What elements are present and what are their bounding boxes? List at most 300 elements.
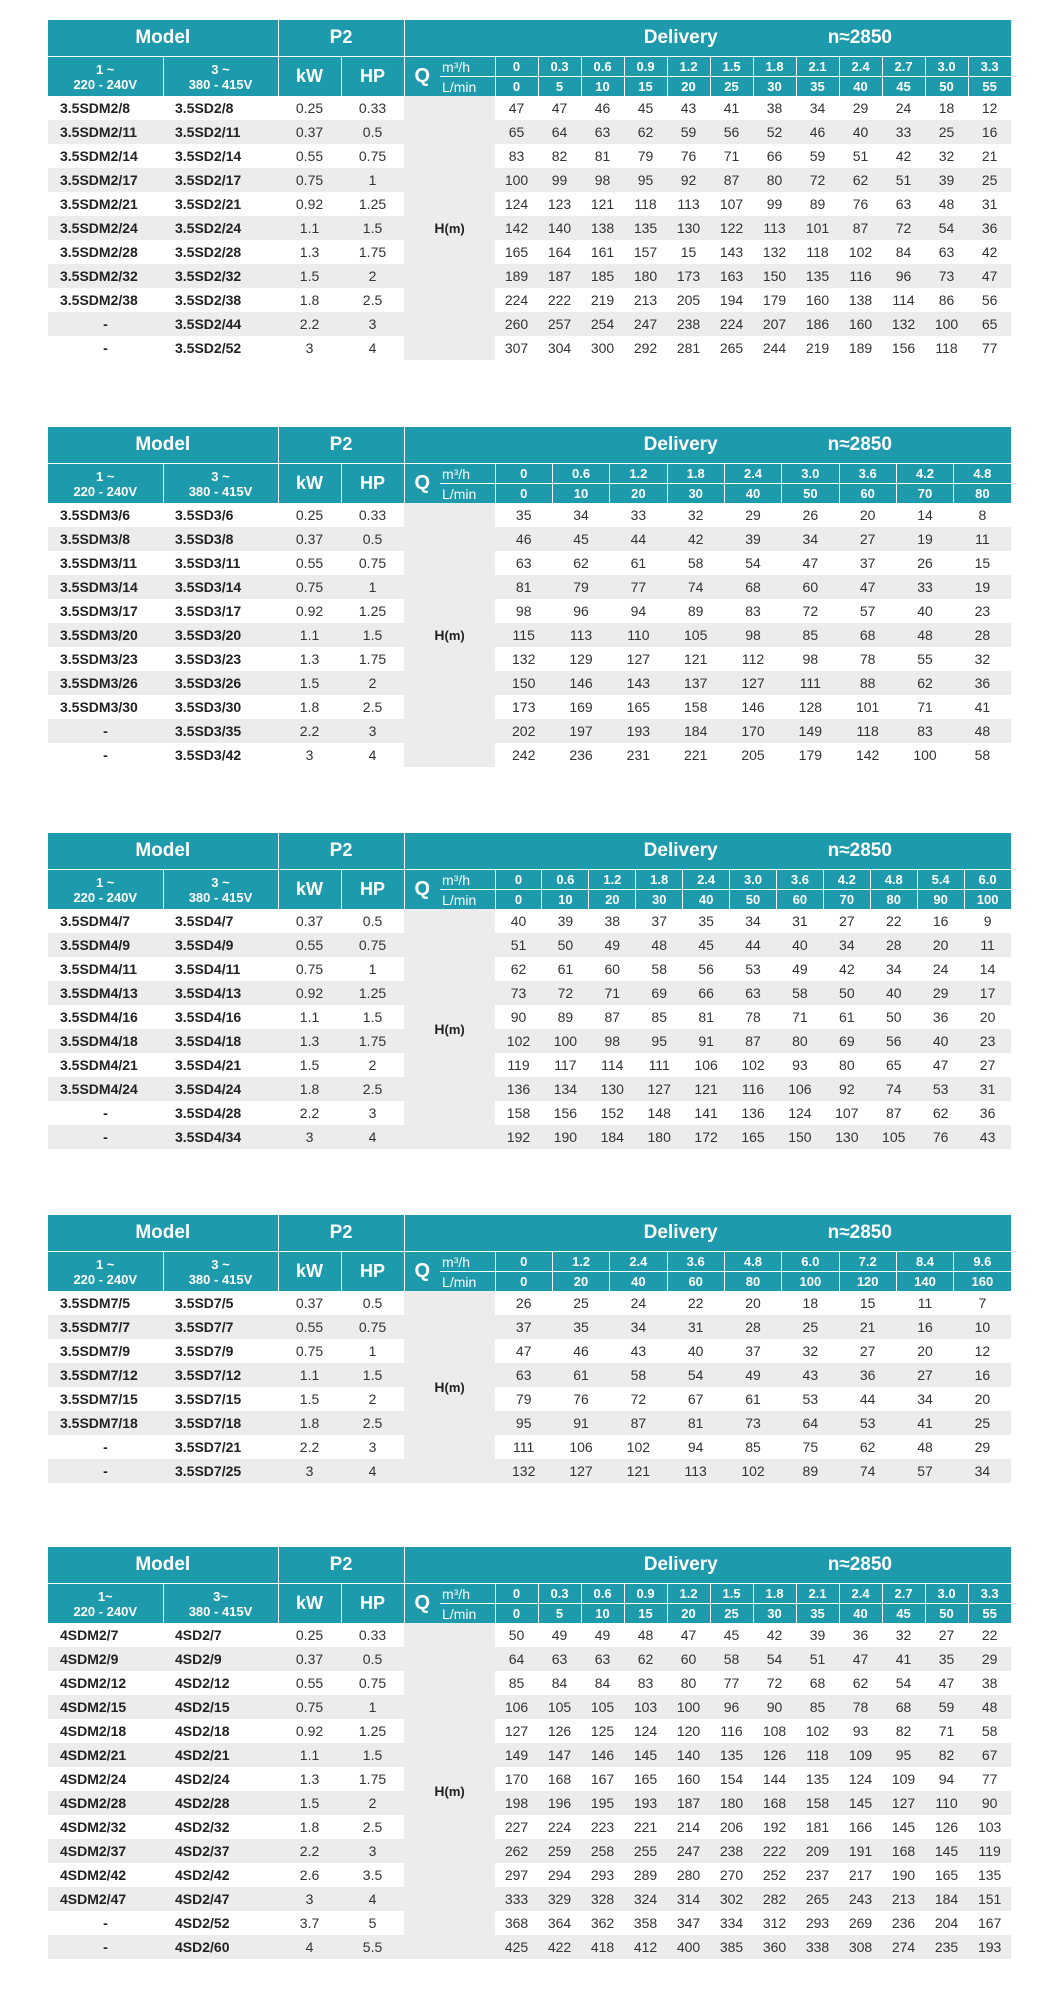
flow-lmin-value: 15 [624, 77, 667, 97]
head-value: 102 [626, 1439, 651, 1455]
head-value: 47 [680, 1627, 697, 1643]
flow-m3h-value: 0.9 [624, 57, 667, 77]
head-value: 79 [552, 575, 609, 599]
head-value: 89 [557, 1009, 574, 1025]
head-value: 87 [610, 1411, 667, 1435]
head-value: 224 [547, 1819, 572, 1835]
head-value: 135 [624, 216, 667, 240]
lmin-unit-header [440, 77, 495, 97]
head-value: 33 [882, 120, 925, 144]
single-phase-model: 3.5SDM3/14 [48, 575, 163, 599]
single-phase-model: 4SDM2/24 [60, 1771, 127, 1787]
power-hp: 3.5 [362, 1867, 383, 1883]
power-kw: 3.7 [299, 1915, 320, 1931]
power-hp: 1 [341, 575, 404, 599]
single-phase-model: 4SDM2/12 [60, 1675, 127, 1691]
head-value: 167 [977, 1915, 1002, 1931]
head-value: 48 [968, 1695, 1011, 1719]
head-value: 118 [935, 340, 958, 356]
head-value: 312 [762, 1915, 787, 1931]
head-value: 11 [964, 933, 1011, 957]
head-value: 85 [508, 1675, 525, 1691]
head-value: 265 [719, 340, 744, 356]
p2-header-label: P [329, 434, 343, 455]
head-value: 43 [680, 100, 697, 116]
head-value: 48 [637, 1627, 654, 1643]
head-value: 172 [683, 1125, 730, 1149]
head-value: 150 [495, 671, 552, 695]
head-value: 160 [805, 292, 830, 308]
header-row-flow-m3h [48, 464, 1011, 484]
table-row [48, 1623, 1011, 1647]
power-hp: 1.25 [341, 981, 404, 1005]
head-value: 106 [569, 1439, 593, 1455]
flow-m3h-value: 1.8 [667, 464, 724, 484]
head-value: 37 [495, 1315, 552, 1339]
head-value: 158 [506, 1105, 531, 1121]
head-value: 16 [932, 913, 949, 929]
head-value: 121 [610, 1459, 667, 1483]
head-value: 59 [809, 148, 826, 164]
head-value: 111 [648, 1057, 670, 1073]
flow-m3h-value: 0.6 [581, 57, 624, 77]
flow-m3h-value: 2.4 [724, 464, 781, 484]
flow-m3h-value: 2.4 [839, 57, 882, 77]
head-value: 302 [710, 1887, 753, 1911]
head-value: 85 [745, 1439, 761, 1455]
power-kw: 1.3 [299, 1771, 320, 1787]
head-value: 21 [839, 1315, 896, 1339]
head-value: 184 [667, 719, 724, 743]
head-value: 166 [848, 1819, 873, 1835]
head-value: 34 [885, 961, 902, 977]
head-value: 15 [974, 555, 991, 571]
head-value: 78 [859, 651, 876, 667]
head-value: 48 [954, 719, 1011, 743]
p2-header-label: P [329, 1222, 343, 1243]
flow-lmin-value: 60 [776, 890, 823, 910]
p2-header-label: P [329, 840, 343, 861]
head-value: 71 [938, 1723, 955, 1739]
head-value: 247 [667, 1839, 710, 1863]
head-value: 124 [504, 196, 529, 212]
three-phase-model: 3.5SD3/23 [175, 651, 242, 667]
head-value: 95 [495, 1411, 552, 1435]
flow-lmin-value: 100 [964, 890, 1011, 910]
head-value: 138 [581, 216, 624, 240]
head-value: 300 [590, 340, 615, 356]
single-phase-model: 3.5SDM2/28 [60, 244, 138, 260]
power-kw: 0.55 [295, 148, 324, 164]
flow-m3h-value: 3.3 [968, 1584, 1011, 1604]
flow-lmin-value: 160 [954, 1272, 1011, 1292]
q-symbol-label: Q [414, 472, 431, 494]
head-value: 49 [589, 933, 636, 957]
delivery-header-label: Delivery [643, 1554, 718, 1575]
head-value: 109 [891, 1771, 916, 1787]
head-value: 193 [610, 719, 667, 743]
head-value: 47 [515, 1343, 532, 1359]
head-value: 87 [710, 168, 753, 192]
head-value: 88 [839, 671, 896, 695]
head-value: 192 [495, 1125, 542, 1149]
table-row [48, 1339, 1011, 1363]
p2-header-subscript: 2 [342, 27, 353, 47]
head-value: 314 [667, 1887, 710, 1911]
head-value: 47 [968, 264, 1011, 288]
head-value: 308 [839, 1935, 882, 1959]
head-value: 184 [589, 1125, 636, 1149]
table-row [48, 743, 1011, 767]
table-row [48, 551, 1011, 575]
flow-lmin-value: 0 [495, 484, 552, 504]
hp-header [341, 870, 404, 910]
power-kw: 0.37 [295, 913, 324, 929]
hp-header-label: HP [360, 1261, 386, 1281]
single-phase-model: 3.5SDM2/38 [60, 292, 138, 308]
head-value: 67 [687, 1391, 704, 1407]
head-value: 54 [895, 1675, 912, 1691]
head-value: 235 [925, 1935, 968, 1959]
head-value: 165 [934, 1867, 959, 1883]
flow-m3h-value: 0.3 [538, 1584, 581, 1604]
head-value: 49 [792, 961, 808, 977]
head-value: 145 [925, 1839, 968, 1863]
head-value: 173 [512, 699, 536, 715]
head-value: 20 [979, 1009, 996, 1025]
head-unit-label: (m) [444, 221, 465, 236]
head-value: 35 [925, 1647, 968, 1671]
head-value: 338 [796, 1935, 839, 1959]
flow-m3h-value: 0.9 [624, 1584, 667, 1604]
head-label: H [434, 1783, 445, 1799]
head-value: 140 [667, 1743, 710, 1767]
head-value: 102 [805, 1723, 830, 1739]
head-value: 58 [610, 1363, 667, 1387]
speed-label: n≈2850 [827, 434, 892, 455]
three-phase-model: 3.5SD7/15 [175, 1391, 242, 1407]
q-symbol-label: Q [414, 65, 431, 87]
head-value: 51 [852, 148, 869, 164]
power-hp: 4 [341, 1459, 404, 1483]
head-value: 50 [823, 981, 870, 1005]
head-value: 60 [782, 575, 839, 599]
head-value: 17 [964, 981, 1011, 1005]
head-value: 16 [968, 120, 1011, 144]
head-value: 262 [495, 1839, 538, 1863]
head-value: 187 [667, 1791, 710, 1815]
flow-m3h-value: 3.0 [730, 870, 777, 890]
head-value: 96 [710, 1695, 753, 1719]
head-value: 129 [569, 651, 593, 667]
head-value: 32 [895, 1627, 912, 1643]
head-value: 163 [710, 264, 753, 288]
head-value: 27 [979, 1057, 996, 1073]
power-kw: 0.37 [278, 527, 341, 551]
head-value: 34 [610, 1315, 667, 1339]
pump-performance-table-2 [48, 427, 1012, 767]
head-value: 34 [745, 913, 761, 929]
head-value: 44 [859, 1391, 876, 1407]
head-value: 242 [512, 747, 536, 763]
head-value: 127 [552, 1459, 609, 1483]
three-phase-model: 3.5SD3/42 [175, 747, 242, 763]
head-value: 24 [895, 100, 912, 116]
head-value: 236 [891, 1915, 916, 1931]
speed-label: n≈2850 [827, 27, 892, 48]
three-phase-header: 3 ~ 380 - 415V [163, 1252, 278, 1292]
head-value: 63 [895, 196, 912, 212]
head-value: 28 [724, 1315, 781, 1339]
power-hp: 0.33 [358, 507, 387, 523]
three-phase-model: 3.5SD4/11 [175, 961, 241, 977]
head-value: 180 [710, 1791, 753, 1815]
head-value: 170 [504, 1771, 529, 1787]
head-value: 132 [762, 244, 787, 260]
p2-header-label: P [329, 1554, 343, 1575]
head-value: 60 [667, 1647, 710, 1671]
three-phase-model: 3.5SD4/13 [163, 981, 278, 1005]
table-row [48, 192, 1011, 216]
three-phase-model: 3.5SD3/26 [163, 671, 278, 695]
head-value: 87 [885, 1105, 902, 1121]
head-value: 46 [796, 120, 839, 144]
single-phase-model: - [48, 1125, 163, 1149]
three-phase-model: 3.5SD2/14 [175, 148, 242, 164]
head-value: 158 [796, 1791, 839, 1815]
head-value: 67 [968, 1743, 1011, 1767]
head-value: 281 [676, 340, 701, 356]
head-value: 28 [870, 933, 917, 957]
single-phase-model: 4SDM2/15 [48, 1695, 163, 1719]
head-value: 143 [719, 244, 744, 260]
head-value: 15 [680, 244, 697, 260]
head-value: 109 [839, 1743, 882, 1767]
head-value: 184 [925, 1887, 968, 1911]
flow-m3h-value: 5.4 [917, 870, 964, 890]
hp-header [341, 1252, 404, 1292]
three-phase-model: 4SD2/60 [163, 1935, 278, 1959]
flow-lmin-value: 10 [581, 1604, 624, 1624]
head-value: 165 [504, 244, 529, 260]
single-phase-model: 3.5SDM7/7 [48, 1315, 163, 1339]
flow-lmin-value: 140 [896, 1272, 953, 1292]
kw-header [278, 464, 341, 504]
q-symbol-header [404, 1252, 440, 1292]
head-value: 16 [896, 1315, 953, 1339]
head-value: 247 [624, 312, 667, 336]
head-value: 47 [508, 100, 525, 116]
header-row-titles [48, 427, 1011, 464]
three-phase-model: 3.5SD7/18 [163, 1411, 278, 1435]
three-phase-model: 3.5SD4/16 [175, 1009, 242, 1025]
flow-m3h-value: 9.6 [954, 1252, 1011, 1272]
flow-m3h-value: 0 [495, 870, 542, 890]
head-value: 56 [698, 961, 714, 977]
head-value: 190 [891, 1867, 916, 1883]
m3h-unit-header [440, 57, 495, 77]
head-value: 333 [495, 1887, 538, 1911]
head-value: 101 [855, 699, 880, 715]
head-value: 37 [859, 555, 876, 571]
delivery-header [404, 20, 1011, 57]
head-value: 53 [917, 1077, 964, 1101]
flow-lmin-value: 5 [538, 1604, 581, 1624]
table-row [48, 264, 1011, 288]
head-value: 107 [835, 1105, 859, 1121]
head-value: 20 [745, 1295, 761, 1311]
head-value: 156 [891, 340, 916, 356]
single-phase-model: - [103, 747, 108, 763]
flow-m3h-value: 4.8 [870, 870, 917, 890]
head-value: 43 [782, 1363, 839, 1387]
power-hp: 2.5 [362, 292, 383, 308]
head-value: 257 [538, 312, 581, 336]
single-phase-model: 3.5SDM3/17 [60, 603, 138, 619]
head-value: 148 [647, 1105, 671, 1121]
flow-lmin-value: 55 [968, 77, 1011, 97]
power-kw: 1.5 [299, 1391, 320, 1407]
power-kw: 3 [278, 1887, 341, 1911]
head-value: 260 [495, 312, 538, 336]
head-value: 121 [590, 196, 615, 212]
head-value: 58 [651, 961, 667, 977]
head-value: 63 [581, 1647, 624, 1671]
power-hp: 4 [341, 1887, 404, 1911]
head-value: 20 [974, 1391, 991, 1407]
head-value: 45 [552, 527, 609, 551]
head-value: 42 [766, 1627, 783, 1643]
head-label: H [434, 1021, 445, 1037]
head-value: 152 [600, 1105, 624, 1121]
head-value: 33 [896, 575, 953, 599]
head-value: 106 [495, 1695, 538, 1719]
head-value: 99 [766, 196, 783, 212]
single-phase-model: 3.5SDM7/15 [60, 1391, 138, 1407]
kw-header [278, 57, 341, 97]
flow-lmin-value: 30 [753, 77, 796, 97]
flow-m3h-value: 0.6 [542, 870, 589, 890]
head-value: 102 [741, 1057, 765, 1073]
head-label: H [434, 627, 445, 643]
head-value: 93 [852, 1723, 869, 1739]
head-value: 137 [667, 671, 724, 695]
flow-m3h-value: 2.4 [839, 1584, 882, 1604]
head-value: 165 [730, 1125, 777, 1149]
delivery-header-label: Delivery [643, 434, 718, 455]
single-phase-header: 1 ~ 220 - 240V [48, 1252, 163, 1292]
head-value: 127 [636, 1077, 683, 1101]
flow-lmin-value: 50 [925, 1604, 968, 1624]
head-value: 68 [809, 1675, 826, 1691]
head-value: 193 [624, 1791, 667, 1815]
head-value: 123 [547, 196, 572, 212]
head-value: 34 [809, 100, 826, 116]
head-value: 16 [954, 1363, 1011, 1387]
head-value: 127 [724, 671, 781, 695]
head-value: 132 [882, 312, 925, 336]
head-value: 22 [885, 913, 902, 929]
three-phase-model: 3.5SD2/32 [163, 264, 278, 288]
head-value: 121 [684, 651, 708, 667]
power-kw: 0.55 [295, 1675, 324, 1691]
table-row [48, 1029, 1011, 1053]
head-value: 24 [630, 1295, 647, 1311]
power-hp: 3 [341, 719, 404, 743]
delivery-header [404, 427, 1011, 464]
head-value: 77 [981, 340, 998, 356]
head-value: 418 [581, 1935, 624, 1959]
flow-lmin-value: 0 [495, 77, 538, 97]
head-value: 168 [882, 1839, 925, 1863]
head-value: 187 [538, 264, 581, 288]
power-kw: 2.2 [278, 719, 341, 743]
head-value: 80 [680, 1675, 697, 1691]
power-hp: 4 [368, 340, 377, 356]
head-value: 205 [741, 747, 765, 763]
single-phase-model: 3.5SDM4/7 [60, 913, 131, 929]
head-value: 179 [798, 747, 823, 763]
head-value: 68 [882, 1695, 925, 1719]
power-kw: 1.3 [299, 244, 320, 260]
hp-header-label: HP [360, 1593, 386, 1613]
head-value: 146 [581, 1743, 624, 1767]
flow-lmin-value: 30 [753, 1604, 796, 1624]
head-value: 53 [839, 1411, 896, 1435]
head-value: 127 [504, 1723, 529, 1739]
flow-lmin-value: 55 [968, 1604, 1011, 1624]
head-value: 89 [782, 1459, 839, 1483]
header-row-titles [48, 1547, 1011, 1584]
head-value: 238 [667, 312, 710, 336]
head-value: 141 [694, 1105, 718, 1121]
head-value: 25 [954, 1411, 1011, 1435]
head-value: 34 [782, 527, 839, 551]
delivery-header [404, 1215, 1011, 1252]
power-hp: 0.33 [358, 1627, 387, 1643]
single-phase-model: 3.5SDM7/18 [48, 1411, 163, 1435]
p2-header [278, 833, 404, 870]
head-value: 45 [683, 933, 730, 957]
flow-lmin-value: 20 [667, 77, 710, 97]
flow-lmin-value: 35 [796, 1604, 839, 1624]
head-value: 128 [798, 699, 823, 715]
head-value: 34 [917, 1391, 933, 1407]
head-value: 120 [676, 1723, 701, 1739]
head-value: 27 [839, 527, 896, 551]
power-kw: 0.25 [295, 100, 324, 116]
head-value: 186 [796, 312, 839, 336]
model-header-label: Model [135, 434, 191, 455]
head-value: 231 [626, 747, 651, 763]
flow-lmin-value: 50 [730, 890, 777, 910]
head-value: 62 [624, 1647, 667, 1671]
head-value: 180 [636, 1125, 683, 1149]
head-value: 197 [552, 719, 609, 743]
m3h-unit-label: m³/h [442, 1253, 471, 1270]
flow-m3h-value: 0.3 [538, 57, 581, 77]
table-row [48, 1077, 1011, 1101]
head-value: 81 [495, 575, 552, 599]
power-hp: 0.33 [358, 100, 387, 116]
head-value: 83 [637, 1675, 654, 1691]
head-value: 130 [589, 1077, 636, 1101]
head-value: 265 [796, 1887, 839, 1911]
head-value: 66 [683, 981, 730, 1005]
power-hp: 3 [341, 312, 404, 336]
power-kw: 0.75 [278, 168, 341, 192]
head-value: 165 [626, 699, 651, 715]
